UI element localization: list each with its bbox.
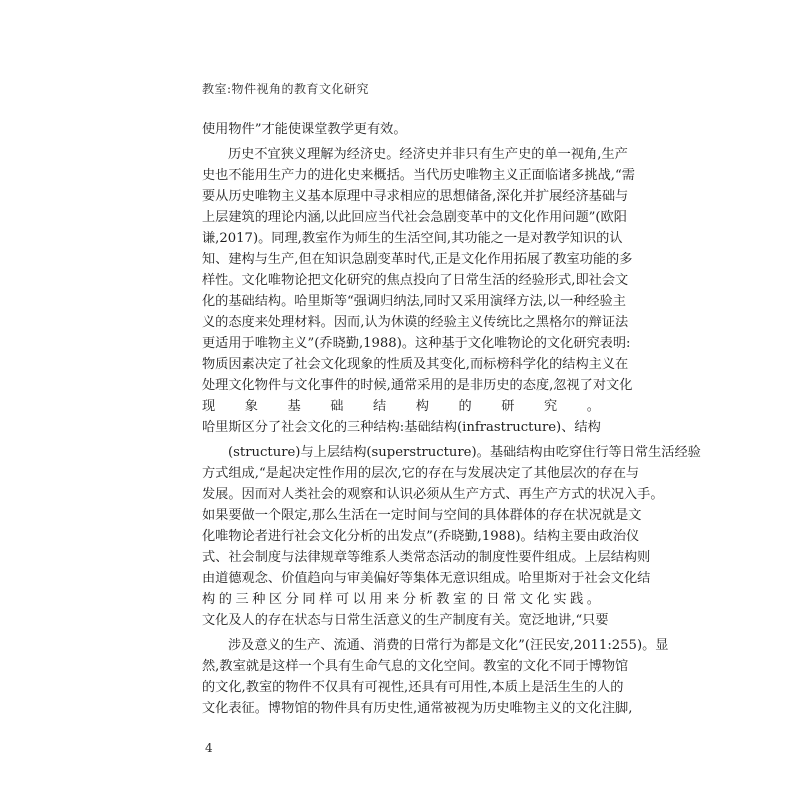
text-line: 知、建构与生产,但在知识急剧变革时代,正是文化作用拓展了教室功能的多 xyxy=(202,252,633,267)
text-line: 物质因素决定了社会文化现象的性质及其变化,而标榜科学化的结构主义在 xyxy=(202,357,629,372)
text-line: 文化及人的存在状态与日常生活意义的生产制度有关。宽泛地讲,“只要 xyxy=(202,613,609,628)
text-line: 历史不宜狭义理解为经济史。经济史并非只有生产史的单一视角,生产 xyxy=(228,147,628,162)
running-header: 教室:物件视角的教育文化研究 xyxy=(202,82,370,96)
text-line: (structure)与上层结构(superstructure)。基础结构由吃穿住行等日常生活经验 xyxy=(228,445,701,460)
text-line: 上层建筑的理论内涵,以此回应当代社会急剧变革中的文化作用问题”(欧阳 xyxy=(202,210,627,225)
text-line: 现象基础结构的研究。 xyxy=(202,399,600,414)
text-line: 哈里斯区分了社会文化的三种结构:基础结构(infrastructure)、结构 xyxy=(202,420,601,435)
text-line: 构的三种区分同样可以用来分析教室的日常文化实践。 xyxy=(202,592,600,607)
text-line xyxy=(202,719,600,740)
text-line: 文化表征。博物馆的物件具有历史性,通常被视为历史唯物主义的文化注脚, xyxy=(202,701,633,716)
text-line: 化唯物论者进行社会文化分析的出发点”(乔晓勤,1988)。结构主要由政治仪 xyxy=(202,529,640,544)
text-line: 方式组成,“是起决定性作用的层次,它的存在与发展决定了其他层次的存在与 xyxy=(202,466,640,481)
page-number: 4 xyxy=(205,741,213,755)
text-line: 的文化,教室的物件不仅具有可视性,还具有可用性,本质上是活生生的人的 xyxy=(202,680,624,695)
text-line: 由道德观念、价值趋向与审美偏好等集体无意识组成。哈里斯对于社会文化结 xyxy=(202,571,651,586)
text-line: 谦,2017)。同理,教室作为师生的生活空间,其功能之一是对教学知识的认 xyxy=(202,231,623,246)
text-line: 史也不能用生产力的进化史来概括。当代历史唯物主义正面临诸多挑战,“需 xyxy=(202,168,635,183)
text-line: 化的基础结构。哈里斯等“强调归纳法,同时又采用演绎方法,以一种经验主 xyxy=(202,294,626,309)
text-line: 处理文化物件与文化事件的时候,通常采用的是非历史的态度,忽视了对文化 xyxy=(202,378,633,393)
body-text xyxy=(202,119,701,740)
text-line: 要从历史唯物主义基本原理中寻求相应的思想储备,深化并扩展经济基础与 xyxy=(202,189,629,204)
text-line: 然,教室就是这样一个具有生命气息的文化空间。教室的文化不同于博物馆 xyxy=(202,659,629,674)
text-line: 义的态度来处理材料。因而,认为休谟的经验主义传统比之黑格尔的辩证法 xyxy=(202,315,629,330)
text-line: 涉及意义的生产、流通、消费的日常行为都是文化”(汪民安,2011:255)。显 xyxy=(228,638,669,653)
text-line: 使用物件”才能使课堂教学更有效。 xyxy=(202,122,407,137)
text-line: 样性。文化唯物论把文化研究的焦点投向了日常生活的经验形式,即社会文 xyxy=(202,273,629,288)
text-line: 如果要做一个限定,那么生活在一定时间与空间的具体群体的存在状况就是文 xyxy=(202,508,642,523)
text-line: 更适用于唯物主义”(乔晓勤,1988)。这种基于文化唯物论的文化研究表明: xyxy=(202,336,631,351)
text-line: 式、社会制度与法律规章等维系人类常态活动的制度性要件组成。上层结构则 xyxy=(202,550,651,565)
text-line: 发展。因而对人类社会的观察和认识必须从生产方式、再生产方式的状况入手。 xyxy=(202,487,664,502)
